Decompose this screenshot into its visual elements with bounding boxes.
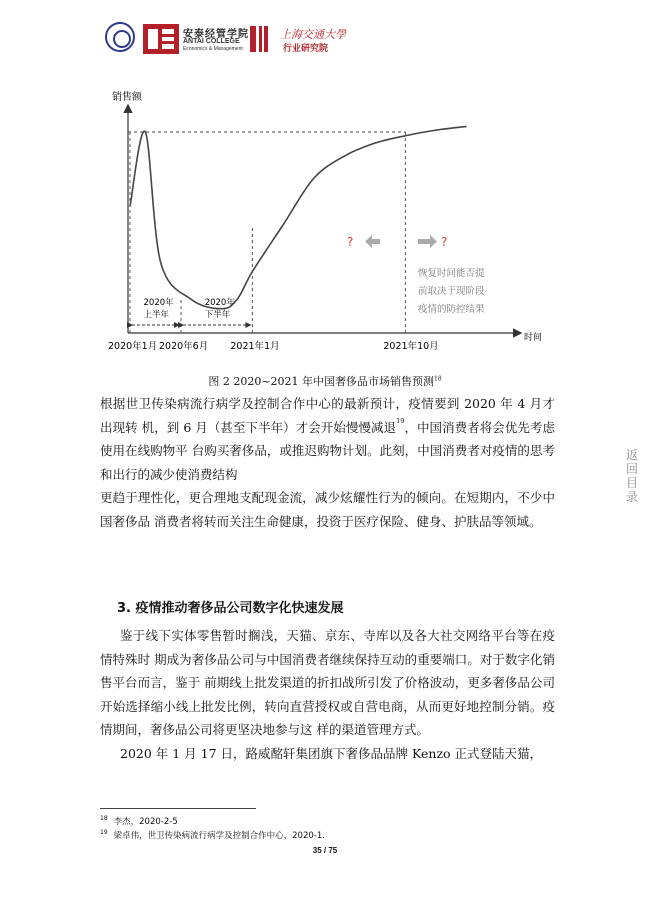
- figure-caption: 图 2 2020~2021 年中国奢侈品市场销售预测$^{18}$: [208, 375, 442, 388]
- paragraph-3: 鉴于线下实体零售暂时搁浅，天猫、京东、寺库以及各大社交网络平台等在疫情特殊时 期成为奢侈品公司与中国消费者继续保持互动的重要端口。对于数字化销售平台而言，鉴于 前期线上批发渠道的折扣战所引发了价格波动，更多奢侈品公司开始选择缩小线上批发比例，转向直营授权或自营电商，从而更好地控制分销。疫情期间，奢侈品公司将更坚决地参与这 样的渠道管理方式。: [100, 628, 555, 737]
- period-label-1-year: 2020年: [143, 298, 174, 308]
- university-seal-logo: [105, 22, 135, 52]
- annotation-line-3: 疫情的防控结果: [418, 304, 485, 315]
- x-axis-label: 时间: [524, 333, 543, 343]
- back-to-toc-link[interactable]: 返回目录: [625, 448, 638, 504]
- question-mark-right: ?: [441, 235, 448, 249]
- y-axis-label: 销售额: [112, 92, 142, 103]
- footnote-divider: [100, 808, 256, 809]
- footnote-ref-19[interactable]: 19: [396, 416, 405, 425]
- sales-curve-line: [130, 126, 467, 308]
- right-arrow-icon: [418, 235, 437, 248]
- annotation-line-2: 前取决于现阶段: [418, 286, 485, 297]
- period-label-1-half: 上半年: [143, 310, 170, 320]
- page-header: [105, 22, 535, 62]
- x-tick-label-4: 2021年10月: [383, 341, 439, 352]
- x-tick-label-2: 2020年6月: [159, 341, 209, 352]
- x-tick-label-1: 2020年1月: [108, 341, 158, 352]
- period-label-2-year: 2020年: [204, 298, 235, 308]
- institute-logo: [250, 26, 268, 52]
- footnote-19: $^{19}$ 梁卓伟，世卫传染病流行病学及控制合作中心，2020-1.: [100, 829, 325, 841]
- university-name: 上海交通大學: [280, 28, 346, 41]
- period-label-2-half: 下半年: [204, 310, 231, 320]
- paragraph-1: 根据世卫传染病流行病学及控制合作中心的最新预计，疫情要到 2020 年 4 月才出现转 机，到 6 月（甚至下半年）才会开始慢慢减退$^{19}$，中国消费者将会优先考虑使用在线购物平 台购买奢侈品，或推迟购物计划。此刻，中国消费者对疫情的思考和出行的减少使消费结构: [100, 396, 555, 482]
- footnote-18: $^{18}$ 李杰，2020-2-5: [100, 815, 178, 827]
- paragraph-2: 更趋于理性化，更合理地支配现金流，减少炫耀性行为的倾向。在短期内，不少中国奢侈品 消费者将转而关注生命健康，投资于医疗保险、健身、护肤品等领域。: [100, 490, 555, 529]
- x-tick-label-3: 2021年1月: [230, 341, 280, 352]
- school-name-en: ANTAI COLLEGE: [183, 38, 240, 45]
- paragraph-4: 2020 年 1 月 17 日，路威酩轩集团旗下奢侈品品牌 Kenzo 正式登陆天猫，: [120, 746, 543, 761]
- left-arrow-icon: [365, 235, 380, 248]
- sales-forecast-chart: [100, 88, 543, 363]
- page-number: 35 / 75: [312, 846, 338, 855]
- question-mark-left: ?: [347, 235, 354, 249]
- annotation-line-1: 恢复时间能否提: [418, 268, 485, 279]
- school-name-en-sub: Economics & Management: [183, 46, 243, 52]
- school-name-cn: 安泰经管学院: [183, 29, 249, 40]
- institute-name: 行业研究院: [283, 44, 329, 54]
- section-heading: 3. 疫情推动奢侈品公司数字化快速发展: [117, 601, 344, 616]
- acem-logo: [143, 24, 179, 54]
